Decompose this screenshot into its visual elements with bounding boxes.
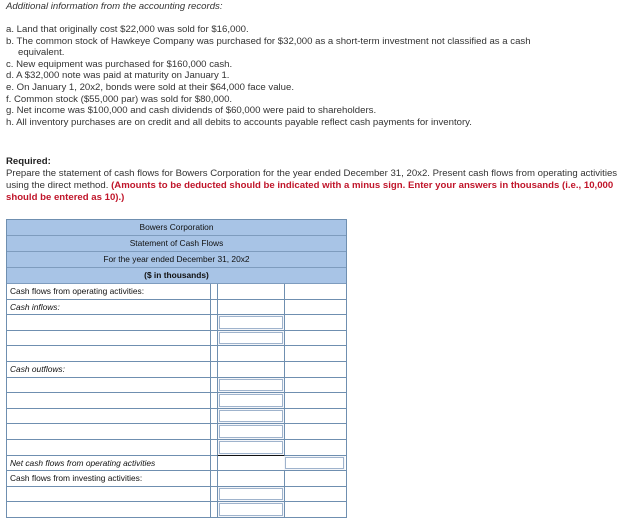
outflow-entry-row: [7, 409, 346, 425]
outflow-entry-row: [7, 424, 346, 440]
investing-header-label: Cash flows from investing activities:: [10, 473, 143, 484]
investing-entry-row: [7, 487, 346, 503]
inflows-label: Cash inflows:: [10, 301, 60, 312]
record-item: h. All inventory purchases are on credit and all debits to accounts payable reflect cash payments for inventory.: [6, 116, 472, 128]
outflow-amount-input[interactable]: [219, 394, 283, 407]
statement-period: For the year ended December 31, 20x2: [7, 252, 346, 268]
outflows-label-row: [7, 362, 346, 378]
operating-header-label: Cash flows from operating activities:: [10, 286, 145, 296]
statement-company: Bowers Corporation: [7, 220, 346, 236]
investing-header-row: [7, 471, 346, 487]
cash-flow-statement-table: [6, 219, 347, 518]
inflow-amount-input[interactable]: [219, 316, 283, 329]
outflow-amount-input[interactable]: [219, 425, 283, 438]
record-item: c. New equipment was purchased for $160,000 cash.: [6, 58, 233, 70]
record-item: f. Common stock ($55,000 par) was sold for $80,000.: [6, 93, 233, 105]
required-prompt: [6, 168, 634, 203]
required-heading: Required:: [6, 156, 51, 167]
record-item: g. Net income was $100,000 and cash dividends of $60,000 were paid to shareholders.: [6, 105, 377, 117]
record-item: a. Land that originally cost $22,000 was sold for $16,000.: [6, 24, 249, 35]
outflow-entry-row: [7, 393, 346, 409]
outflow-entry-row: [7, 378, 346, 394]
operating-header-row: [7, 284, 346, 300]
outflow-entry-row: [7, 440, 346, 456]
net-operating-label: Net cash flows from operating activities: [10, 457, 156, 468]
outflows-label: Cash outflows:: [10, 363, 65, 374]
inflow-entry-row: [7, 315, 346, 331]
record-item: e. On January 1, 20x2, bonds were sold at their $64,000 face value.: [6, 81, 294, 93]
prompt-instruction: (Amounts to be deducted should be indicated with a minus sign. Enter your answers in thousands (i.e., 10,000 should be entered as 10).): [6, 179, 614, 203]
record-item: d. A $32,000 note was paid at maturity on January 1.: [6, 70, 230, 82]
record-item: b. The common stock of Hawkeye Company was purchased for $32,000 as a short-term investment not classified as a cash: [6, 35, 531, 47]
blank-row: [7, 346, 346, 362]
investing-entry-row: [7, 502, 346, 518]
net-operating-total-input[interactable]: [285, 457, 344, 470]
investing-amount-input[interactable]: [219, 488, 283, 501]
intro-text: Additional information from the accounting records:: [6, 1, 223, 12]
outflow-amount-input[interactable]: [219, 410, 283, 423]
inflow-entry-row: [7, 331, 346, 347]
outflow-amount-input[interactable]: [219, 379, 283, 392]
outflow-amount-input[interactable]: [219, 441, 283, 454]
investing-amount-input[interactable]: [219, 503, 283, 516]
inflow-amount-input[interactable]: [219, 332, 283, 345]
inflows-label-row: [7, 300, 346, 316]
statement-title: Statement of Cash Flows: [7, 236, 346, 252]
statement-units: ($ in thousands): [7, 268, 346, 284]
record-item: equivalent.: [18, 47, 65, 59]
accounting-records-list: [6, 24, 596, 128]
prompt-text: Prepare the statement of cash flows for Bowers Corporation for the year ended December 31, 20x2. Present cash flows from operating activities using the direct method.: [6, 168, 618, 191]
net-operating-row: [7, 456, 346, 472]
